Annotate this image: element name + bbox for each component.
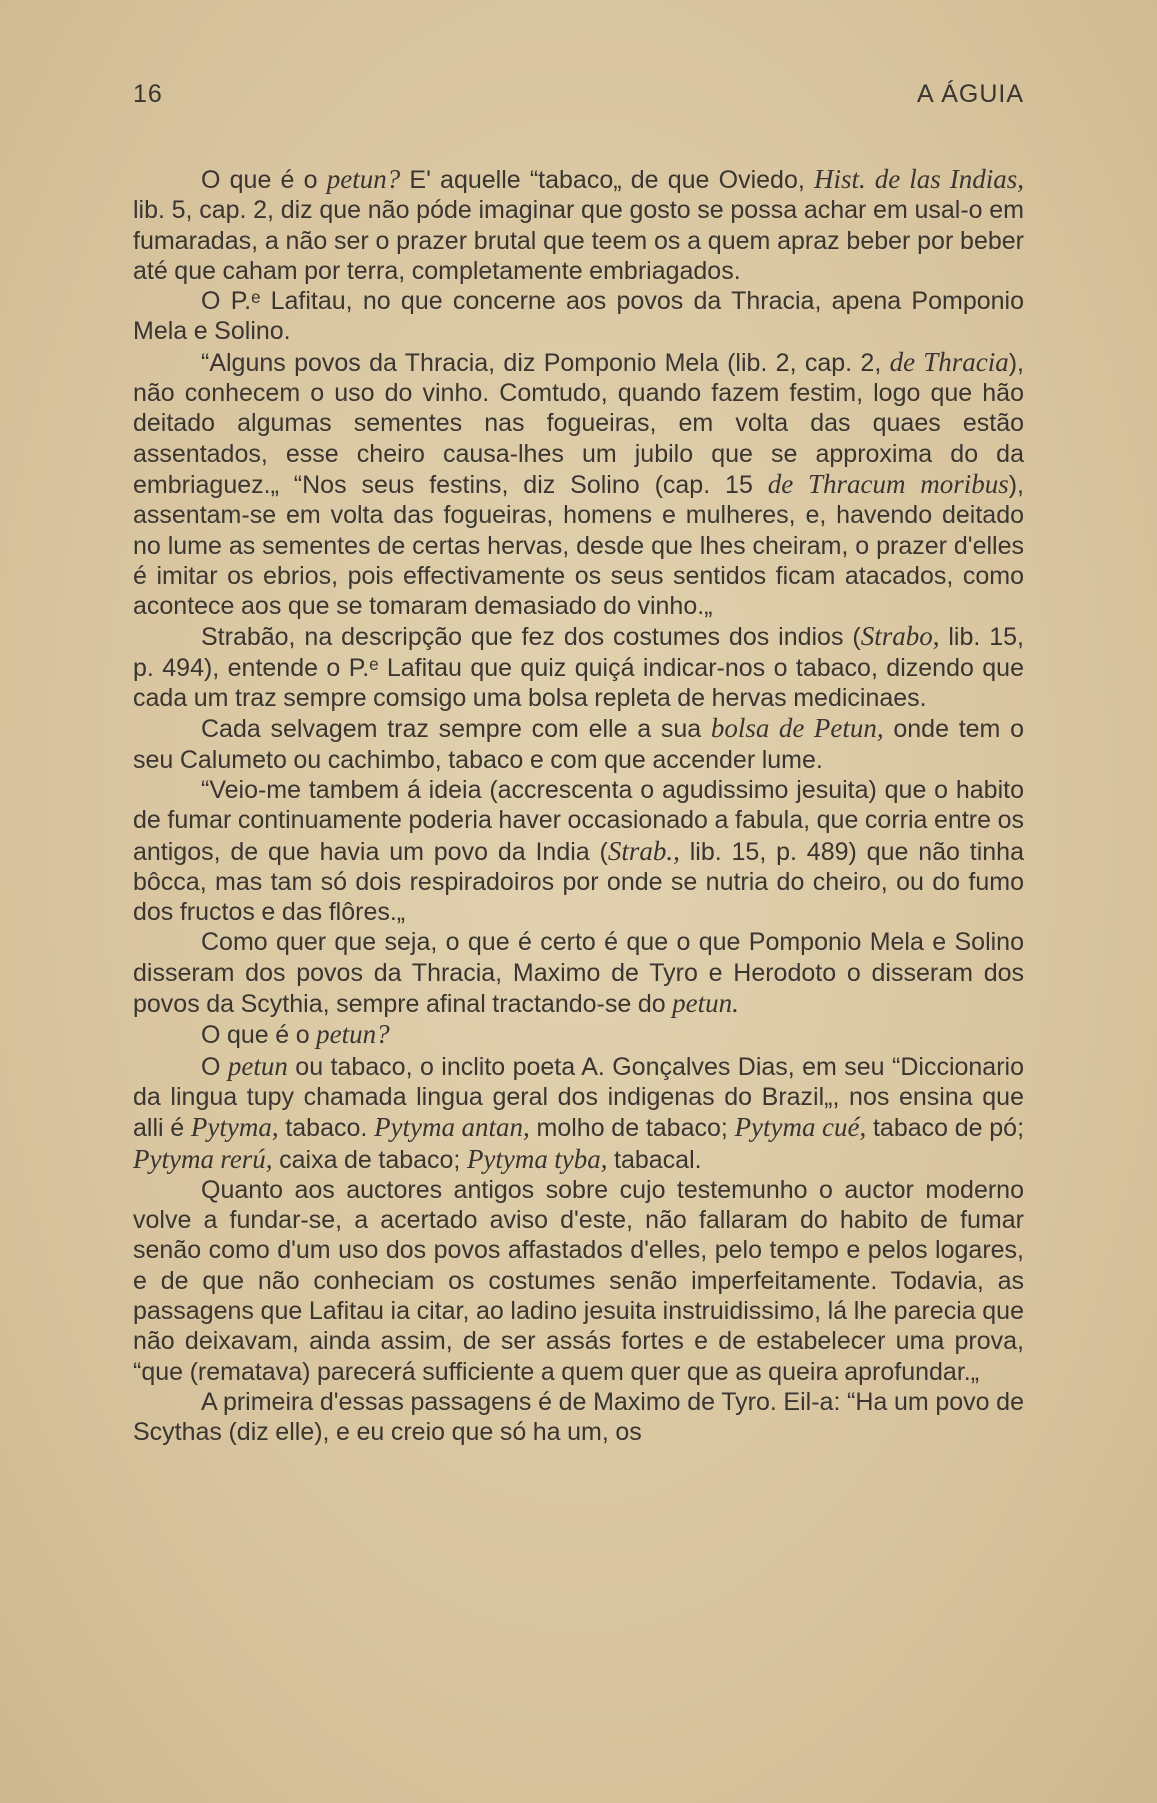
- italic-text: Pytyma antan,: [374, 1112, 530, 1143]
- paragraph: [133, 1051, 1024, 1175]
- text-run: ou tabaco, o inclito poeta A. Gonçalves Dias, em seu “Diccionario da lingua tupy chamada lingua geral dos indigenas do Brazil„, nos ensina que alli é: [133, 1052, 1024, 1143]
- text-run: tabaco de pó;: [866, 1114, 1025, 1143]
- paragraph: [133, 621, 1024, 713]
- text-run: O: [201, 1052, 228, 1081]
- text-run: Como quer que seja, o que é certo é que o que Pomponio Mela e Solino disseram dos povos da Thracia, Maximo de Tyro e Herodoto o disseram dos povos da Scythia, sempre afinal tractando-se do: [133, 928, 1024, 1019]
- text-run: Strabão, na descripção que fez dos costumes dos indios (: [201, 623, 861, 652]
- text-run: lib. 15, p. 489) que não tinha bôcca, mas tam só dois respiradoiros por onde se nutria do cheiro, ou do fumo dos fructos e das flôres.„: [133, 837, 1024, 927]
- page-body: [133, 164, 1024, 1447]
- text-run: molho de tabaco;: [529, 1114, 735, 1143]
- italic-text: petun?: [316, 1019, 390, 1050]
- page-number: 16: [133, 80, 163, 108]
- text-run: O que é o: [201, 1021, 317, 1050]
- text-run: “Alguns povos da Thracia, diz Pomponio Mela (lib. 2, cap. 2,: [201, 348, 890, 377]
- italic-text: Pytyma rerú,: [133, 1143, 273, 1174]
- italic-text: de Thracia: [889, 346, 1009, 377]
- text-run: lib. 5, cap. 2, diz que não póde imaginar que gosto se possa achar em usal-o em fumaradas, a não ser o prazer brutal que teem os a quem apraz beber por beber até que caham por terra, completamente embriagados.: [133, 196, 1024, 285]
- paragraph: [133, 164, 1024, 286]
- italic-text: Pytyma,: [190, 1112, 279, 1143]
- italic-text: de Thracum moribus: [767, 468, 1009, 499]
- italic-text: Pytyma cué,: [734, 1112, 867, 1143]
- paragraph: [133, 286, 1024, 347]
- text-run: ), não conhecem o uso do vinho. Comtudo, quando fazem festim, logo que hão deitado algumas sementes nas fogueiras, em volta das quaes estão assentados, esse cheiro causa-lhes um jubilo que se approxima do da embriaguez.„ “Nos seus festins, diz Solino (cap. 15: [133, 348, 1024, 499]
- text-run: tabaco.: [278, 1114, 375, 1143]
- text-run: E' aquelle “tabaco„ de que Oviedo,: [400, 166, 814, 194]
- italic-text: petun: [227, 1050, 288, 1081]
- paragraph: [133, 347, 1024, 622]
- italic-text: Strabo,: [860, 621, 940, 652]
- italic-text: petun?: [326, 164, 401, 194]
- text-run: A primeira d'essas passagens é de Maximo de Tyro. Eil-a: “Ha um povo de Scythas (diz elle), e eu creio que só ha um, os: [133, 1387, 1024, 1447]
- italic-text: petun.: [672, 988, 739, 1019]
- running-title: A ÁGUIA: [916, 80, 1024, 108]
- paragraph: [133, 1019, 1024, 1050]
- page-header: [133, 80, 1024, 109]
- italic-text: Strab.,: [607, 835, 680, 866]
- italic-text: Pytyma tyba,: [466, 1143, 608, 1174]
- text-run: Quanto aos auctores antigos sobre cujo testemunho o auctor moderno volve a fundar-se, a acertado aviso d'este, não fallaram do habito de fumar senão como d'um uso dos povos affastados d'elles, pelo tempo e pelos logares, e de que não conheciam os costumes senão imperfeitamente. Todavia, as passagens que Lafitau ia citar, ao ladino jesuita instruidissimo, lá lhe parecia que não deixavam, ainda assim, de ser assás fortes e de estabelecer uma prova, “que (rematava) parecerá sufficiente a quem quer que as queira aprofundar.„: [133, 1175, 1024, 1386]
- paragraph: [133, 775, 1024, 927]
- paragraph: [133, 1387, 1024, 1448]
- text-run: tabacal.: [607, 1145, 702, 1174]
- paragraph: [133, 927, 1024, 1019]
- text-run: onde tem o seu Calumeto ou cachimbo, tabaco e com que accender lume.: [133, 715, 1024, 774]
- text-run: ), assentam-se em volta das fogueiras, homens e mulheres, e, havendo deitado no lume as sementes de certas hervas, desde que lhes cheiram, o prazer d'elles é imitar os ebrios, pois effectivamente os seus sentidos ficam atacados, como acontece aos que se tomaram demasiado do vinho.„: [133, 470, 1024, 621]
- italic-text: bolsa de Petun,: [710, 713, 884, 744]
- text-run: caixa de tabaco;: [272, 1145, 467, 1174]
- text-run: O P.ᵉ Lafitau, no que concerne aos povos da Thracia, apena Pomponio Mela e Solino.: [133, 287, 1024, 346]
- text-run: lib. 15, p. 494), entende o P.ᵉ Lafitau que quiz quiçá indicar-nos o tabaco, dizendo que cada um traz sempre comsigo uma bolsa repleta de hervas medicinaes.: [133, 623, 1024, 713]
- text-run: O que é o: [201, 166, 327, 194]
- paragraph: [133, 713, 1024, 775]
- italic-text: Hist. de las Indias,: [814, 164, 1024, 194]
- paragraph: [133, 1175, 1024, 1387]
- text-run: Cada selvagem traz sempre com elle a sua: [201, 715, 711, 744]
- text-run: “Veio-me tambem á ideia (accrescenta o agudissimo jesuita) que o habito de fumar continuamente poderia haver occasionado a fabula, que corria entre os antigos, de que havia um povo da India (: [133, 775, 1024, 866]
